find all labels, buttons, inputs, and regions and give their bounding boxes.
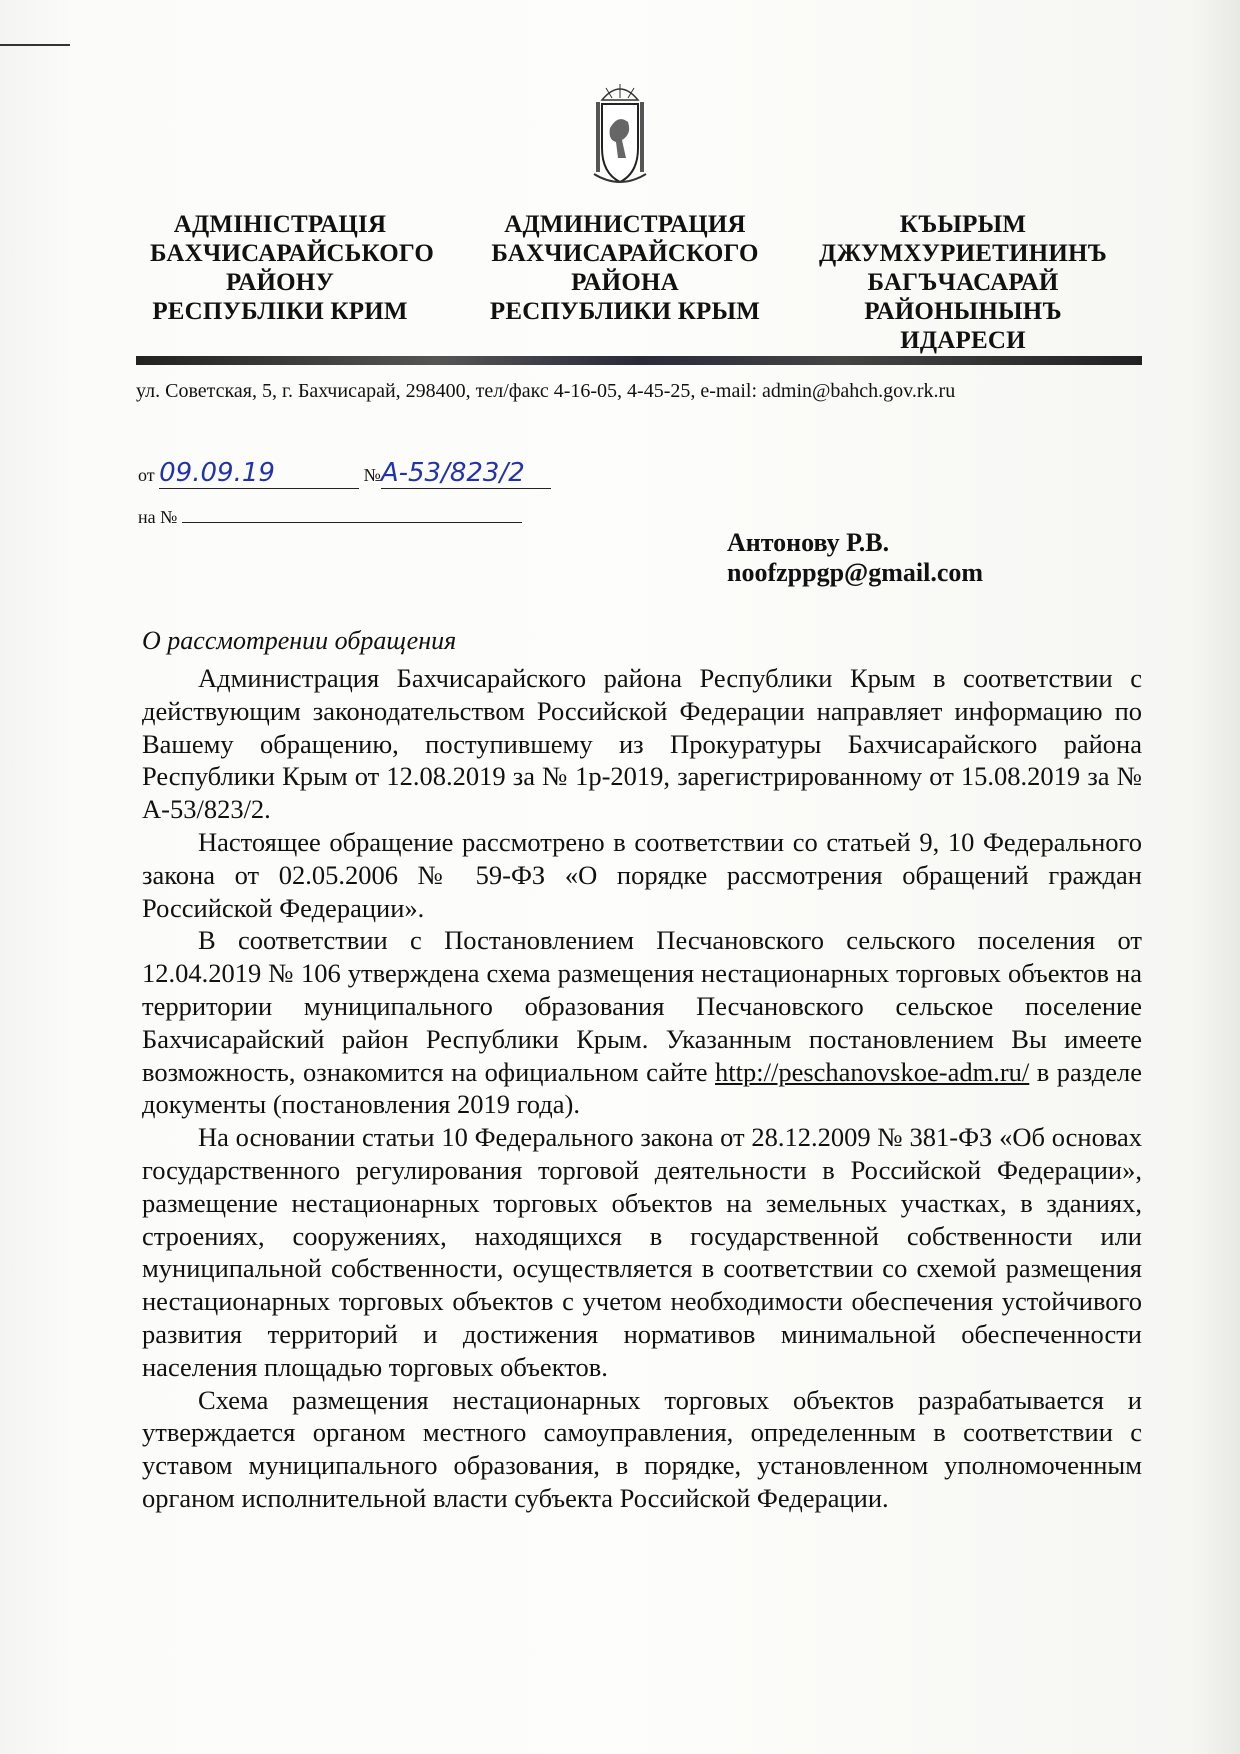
coat-of-arms-emblem	[592, 78, 648, 190]
header-line: РАЙОНУ	[225, 269, 334, 296]
from-label: от	[138, 465, 155, 485]
paragraph: Схема размещения нестационарных торговых объектов разрабатывается и утверждается органом местного самоуправления, определенным в соответствии с уставом муниципального образования, в порядке, установленном уполномоченным органом исполнительной власти субъекта Российской Федерации.	[142, 1384, 1142, 1513]
header-line: БАХЧИСАРАЙСЬКОГО	[150, 240, 434, 267]
outgoing-reference	[138, 458, 551, 489]
paragraph: На основании статьи 10 Федерального закона от 28.12.2009 № 381-ФЗ «Об основах государственного регулирования торговой деятельности в Российской Федерации», размещение нестационарных торговых объектов на земельных участках, в зданиях, строениях, сооружениях, находящихся в государственной собственности или муниципальной собственности, осуществляется в соответствии со схемой размещения нестационарных торговых объектов с учетом необходимости обеспечения устойчивого развития территорий и достижения нормативов минимальной обеспеченности населения площадью торговых объектов.	[142, 1122, 1142, 1382]
paragraph: Администрация Бахчисарайского района Республики Крым в соответствии с действующим законодательством Российской Федерации направляет информацию по Вашему обращению, поступившему из Прокуратуры Бахчисарайского района Республики Крым от 12.08.2019 за № 1р-2019, зарегистрированному от 15.08.2019 за № А-53/823/2.	[142, 663, 1142, 825]
website-link[interactable]: http://peschanovskoe-adm.ru/	[715, 1056, 1030, 1087]
header-divider	[136, 356, 1142, 365]
header-line: БАГЪЧАСАРАЙ	[867, 269, 1059, 296]
paragraph-text: в разделе документы (постановления 2019 года).	[142, 1056, 1143, 1120]
header-line: РЕСПУБЛІКИ КРИМ	[152, 298, 408, 325]
letter-body	[142, 662, 1142, 1515]
header-line: АДМИНИСТРАЦИЯ	[504, 211, 746, 238]
header-line: АДМІНІСТРАЦІЯ	[173, 211, 387, 238]
header-line: БАХЧИСАРАЙСКОГО	[491, 240, 759, 267]
number-label: №	[363, 465, 381, 485]
letter-subject: О рассмотрении обращения	[142, 626, 457, 655]
incoming-reference	[138, 504, 522, 528]
organization-address: ул. Советская, 5, г. Бахчисарай, 298400, тел/факс 4-16-05, 4-45-25, e-mail: admin@bahch.gov.rk.ru	[136, 380, 956, 402]
handwritten-date: 09.09.19	[159, 458, 275, 488]
header-crimean-tatar	[808, 210, 1118, 355]
addressee-email: noofzppgp@gmail.com	[727, 558, 984, 587]
header-line: РАЙОНЫНЫНЪ ИДАРЕСИ	[864, 298, 1062, 354]
scan-mark	[0, 44, 70, 46]
header-ukrainian	[150, 210, 434, 326]
paragraph	[142, 924, 1142, 1121]
addressee-name: Антонову Р.В.	[727, 528, 890, 557]
header-line: РЕСПУБЛИКИ КРЫМ	[489, 298, 761, 325]
paragraph: Настоящее обращение рассмотрено в соответствии со статьей 9, 10 Федерального закона от 02.05.2006 № 59-ФЗ «О порядке рассмотрения обращений граждан Российской Федерации».	[142, 826, 1142, 923]
reply-number-blank	[182, 504, 522, 523]
handwritten-number: А-53/823/2	[380, 458, 525, 488]
header-line: КЪЫРЫМ	[899, 211, 1027, 238]
paragraph-text: В соответствии с Постановлением Песчановского сельского поселения от 12.04.2019 № 106 утверждена схема размещения нестационарных торговых объектов на территории муниципального образования Песчановского сельское поселение Бахчисарайский район Республики Крым. Указанным постановлением Вы имеете возможность, ознакомится на официальном сайте	[142, 925, 1142, 1087]
header-russian	[485, 210, 765, 326]
header-line: РАЙОНА	[571, 269, 679, 296]
reply-number-label: на №	[138, 507, 178, 527]
header-line: ДЖУМХУРИЕТИНИНЪ	[819, 240, 1107, 267]
